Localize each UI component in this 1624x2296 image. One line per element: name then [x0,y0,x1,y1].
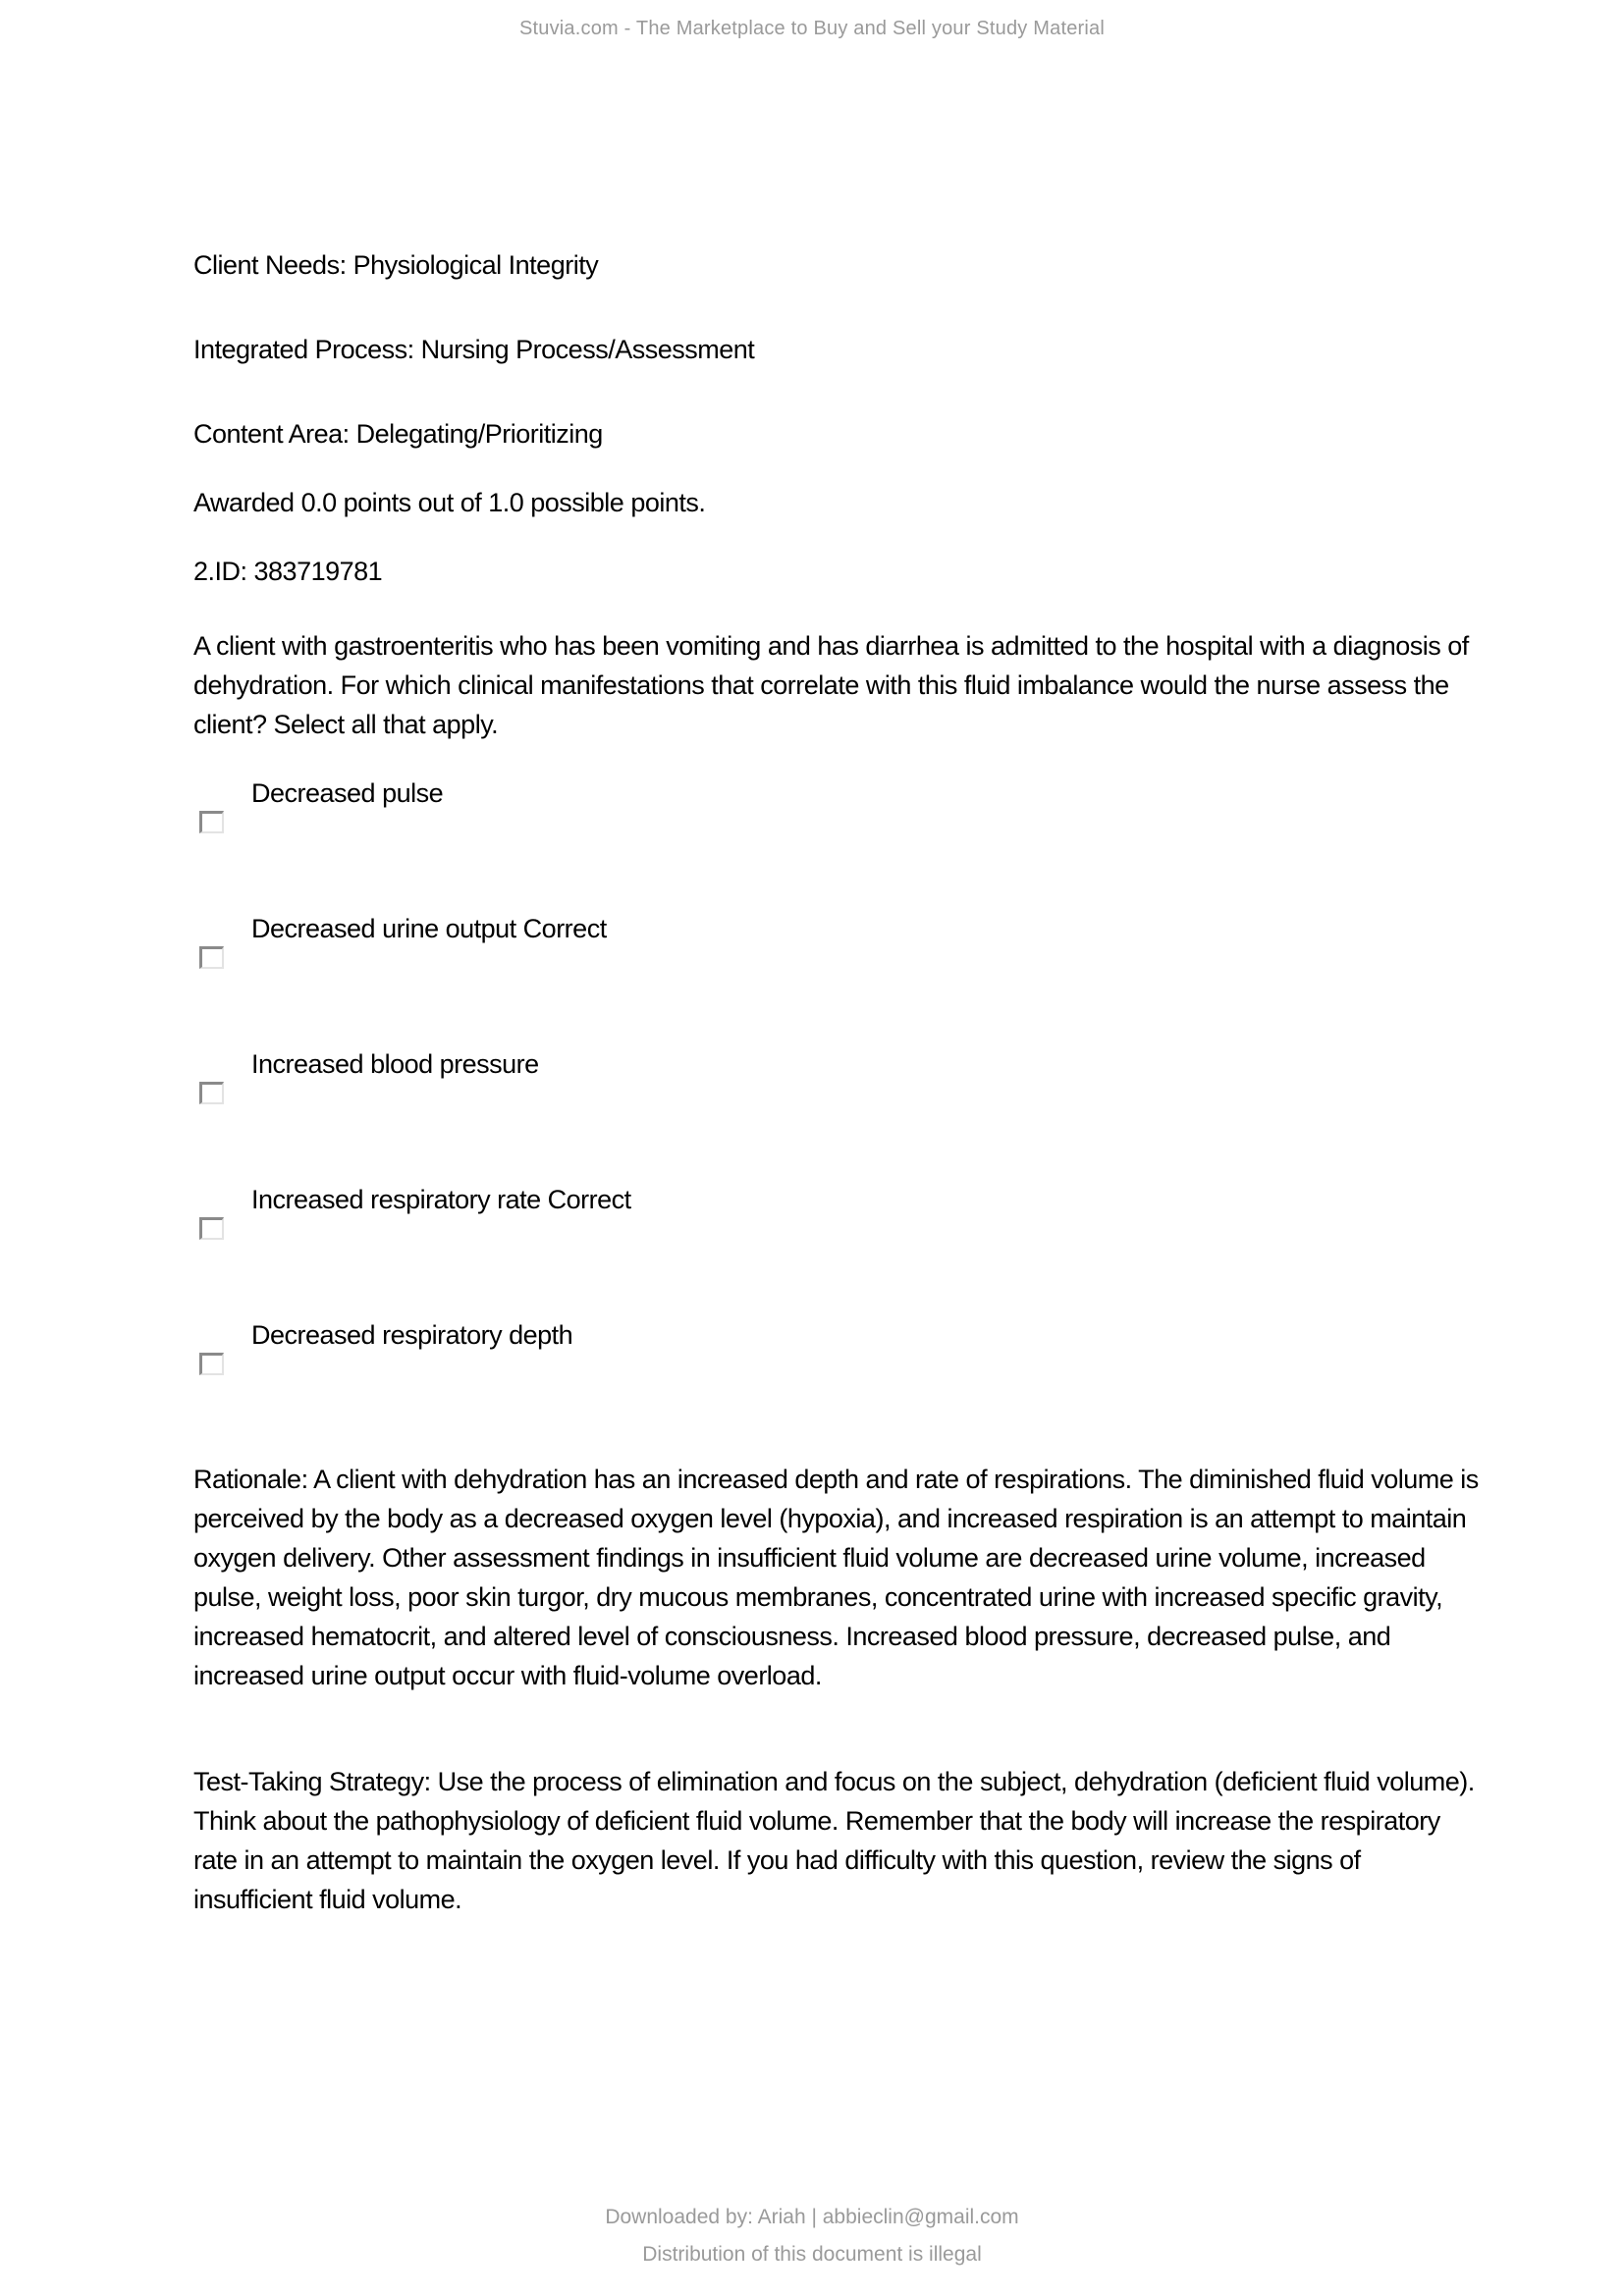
meta-awarded-points: Awarded 0.0 points out of 1.0 possible points. [193,488,706,517]
option-label: Decreased respiratory depth [251,1320,573,1350]
option-label: Increased blood pressure [251,1049,539,1079]
question-text: A client with gastroenteritis who has been vomiting and has diarrhea is admitted to the hospital with a diagnosis of dehydration. For which clinical manifestations that correlate with this fluid imbalance would the nurse assess the client? Select all that apply. [193,631,1469,739]
option-checkbox[interactable] [199,1217,224,1240]
meta-content-area: Content Area: Delegating/Prioritizing [193,419,603,449]
footer-distribution-warning: Distribution of this document is illegal [642,2243,982,2266]
meta-integrated-process: Integrated Process: Nursing Process/Assessment [193,335,755,364]
option-checkbox[interactable] [199,1353,224,1375]
option-label: Increased respiratory rate Correct [251,1185,631,1214]
test-taking-strategy-text: Test-Taking Strategy: Use the process of elimination and focus on the subject, dehydration (deficient fluid volume). Think about the pathophysiology of deficient fluid volume. Remember that the body will increase the respiratory rate in an attempt to maintain the oxygen level. If you had difficulty with this question, review the signs of insufficient fluid volume. [193,1767,1475,1914]
answer-option [193,1182,1482,1240]
answer-option [193,1317,1482,1375]
footer-downloaded-by: Downloaded by: Ariah | abbieclin@gmail.com [605,2206,1019,2228]
meta-question-id: 2.ID: 383719781 [193,557,383,586]
page-footer [0,2205,1624,2268]
answer-option [193,1046,1482,1104]
page-content [193,245,1482,1919]
option-label: Decreased pulse [251,778,444,808]
page-header: Stuvia.com - The Marketplace to Buy and Sell your Study Material [518,18,1106,39]
option-label: Decreased urine output Correct [251,914,607,943]
answer-option [193,911,1482,969]
option-checkbox[interactable] [199,811,224,833]
rationale-text: Rationale: A client with dehydration has an increased depth and rate of respirations. The diminished fluid volume is perceived by the body as a decreased oxygen level (hypoxia), and increased respiration is an attempt to maintain oxygen delivery. Other assessment findings in insufficient fluid volume are decreased urine volume, increased pulse, weight loss, poor skin turgor, dry mucous membranes, concentrated urine with increased specific gravity, increased hematocrit, and altered level of consciousness. Increased blood pressure, decreased pulse, and increased urine output occur with fluid-volume overload. [193,1465,1479,1690]
meta-client-needs: Client Needs: Physiological Integrity [193,250,599,280]
option-checkbox[interactable] [199,1082,224,1104]
answer-option [193,775,1482,833]
answer-options [193,775,1482,1375]
option-checkbox[interactable] [199,946,224,969]
